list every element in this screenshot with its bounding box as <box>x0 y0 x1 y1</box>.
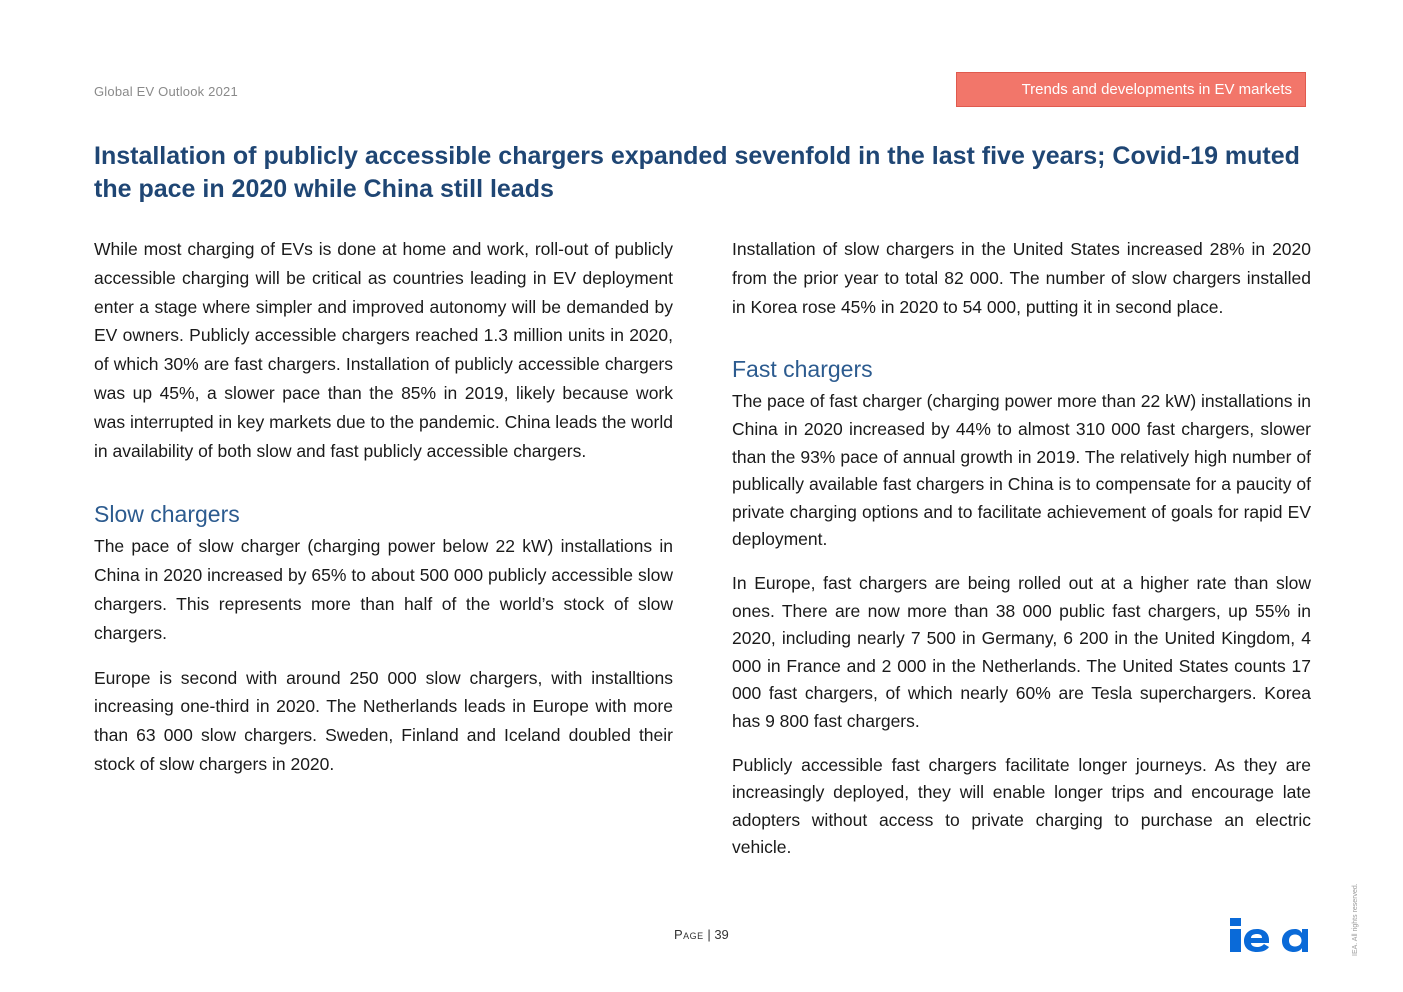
iea-logo <box>1228 916 1310 954</box>
page-number-value: 39 <box>714 927 729 942</box>
left-column <box>94 235 673 779</box>
slow-chargers-paragraph-2: Europe is second with around 250 000 slow chargers, with installtions increasing one-third in 2020. The Netherlands leads in Europe with more than 63 000 slow chargers. Sweden, Finland and Iceland doubled their stock of slow chargers in 2020. <box>94 667 673 774</box>
page-separator: | <box>707 927 711 942</box>
slow-chargers-paragraph-1: The pace of slow charger (charging power below 22 kW) installations in China in 2020 increased by 65% to about 500 000 publicly accessible slow chargers. This represents more than half of the world’s stock of slow chargers. <box>94 536 673 643</box>
section-label: Trends and developments in EV markets <box>956 72 1306 107</box>
intro-paragraph: While most charging of EVs is done at home and work, roll-out of publicly accessible charging will be critical as countries leading in EV deployment enter a stage where simpler and improved autonomy will be demanded by EV owners. Publicly accessible chargers reached 1.3 million units in 2020, of which 30% are fast chargers. Installation of publicly accessible chargers was up 45%, a slower pace than the 85% in 2019, likely because work was interrupted in key markets due to the pandemic. China leads the world in availability of both slow and fast publicly accessible chargers. <box>94 239 673 461</box>
report-title: Global EV Outlook 2021 <box>94 84 238 99</box>
rights-notice: IEA. All rights reserved. <box>1352 883 1359 956</box>
slow-chargers-paragraph-3: Installation of slow chargers in the United States increased 28% in 2020 from the prior year to total 82 000. The number of slow chargers installed in Korea rose 45% in 2020 to 54 000, putting it in second place. <box>732 239 1311 317</box>
page-title: Installation of publicly accessible chargers expanded sevenfold in the last five years; Covid-19 muted the pace in 2020 while China still leads <box>94 142 1300 203</box>
slow-chargers-heading: Slow chargers <box>94 501 240 528</box>
fast-chargers-paragraph-1: The pace of fast charger (charging power more than 22 kW) installations in China in 2020 increased by 44% to almost 310 000 fast chargers, slower than the 93% pace of annual growth in 2019. The relatively high number of publically available fast chargers in China is to compensate for a paucity of private charging options and to facilitate achievement of goals for rapid EV deployment. <box>732 391 1311 550</box>
page-label: Page <box>674 927 704 942</box>
right-column <box>732 235 1311 862</box>
page-number <box>674 927 729 942</box>
fast-chargers-heading: Fast chargers <box>732 356 873 383</box>
fast-chargers-paragraph-2: In Europe, fast chargers are being rolled out at a higher rate than slow ones. There are now more than 38 000 public fast chargers, up 55% in 2020, including nearly 7 500 in Germany, 6 200 in the United Kingdom, 4 000 in France and 2 000 in the Netherlands. The United States counts 17 000 fast chargers, of which nearly 60% are Tesla superchargers. Korea has 9 800 fast chargers. <box>732 572 1311 731</box>
fast-chargers-paragraph-3: Publicly accessible fast chargers facilitate longer journeys. As they are increasingly deployed, they will enable longer trips and encourage late adopters without access to private charging to purchase an electric vehicle. <box>732 754 1311 858</box>
